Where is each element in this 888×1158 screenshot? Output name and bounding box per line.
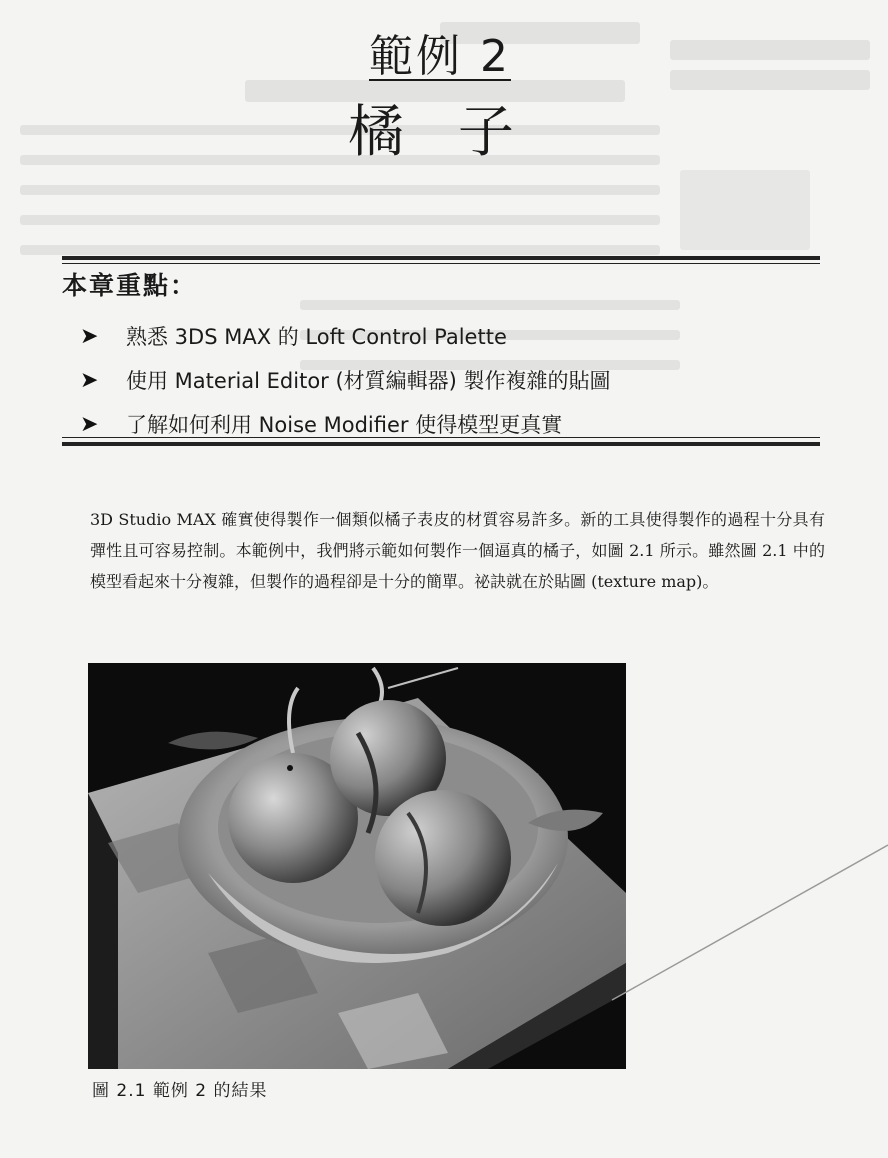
chapter-title: 橘 子 [348, 100, 532, 165]
chapter-label: 範例 2 [369, 31, 511, 82]
key-point-item [80, 314, 611, 358]
key-point-text: 熟悉 3DS MAX 的 Loft Control Palette [126, 325, 507, 349]
bottom-rule [62, 442, 820, 446]
key-point-item [80, 402, 611, 446]
arrow-bullet-icon: ➤ [80, 323, 99, 349]
key-points-list [80, 314, 611, 446]
top-rule-thin [62, 263, 820, 264]
key-point-text: 使用 Material Editor (材質編輯器) 製作複雜的貼圖 [126, 369, 611, 393]
key-point-item [80, 358, 611, 402]
chapter-header [340, 30, 540, 168]
figure-image [88, 663, 626, 1069]
key-point-text: 了解如何利用 Noise Modifier 使得模型更真實 [126, 413, 563, 437]
rendered-oranges-on-plate-icon [88, 663, 626, 1069]
arrow-bullet-icon: ➤ [80, 367, 99, 393]
top-rule [62, 256, 820, 260]
body-paragraph: 3D Studio MAX 確實使得製作一個類似橘子表皮的材質容易許多。新的工具使得製作的過程十分具有彈性且可容易控制。本範例中，我們將示範如何製作一個逼真的橘子，如圖 2.1 所示。雖然圖 2.1 中的模型看起來十分複雜，但製作的過程卻是十分的簡單。祕訣就在於貼圖 (texture map)。 [90, 510, 825, 591]
arrow-bullet-icon: ➤ [80, 411, 99, 437]
key-points-heading: 本章重點： [62, 271, 198, 300]
bottom-rule-thin [62, 437, 820, 438]
figure-caption: 圖 2.1 範例 2 的結果 [92, 1081, 268, 1101]
